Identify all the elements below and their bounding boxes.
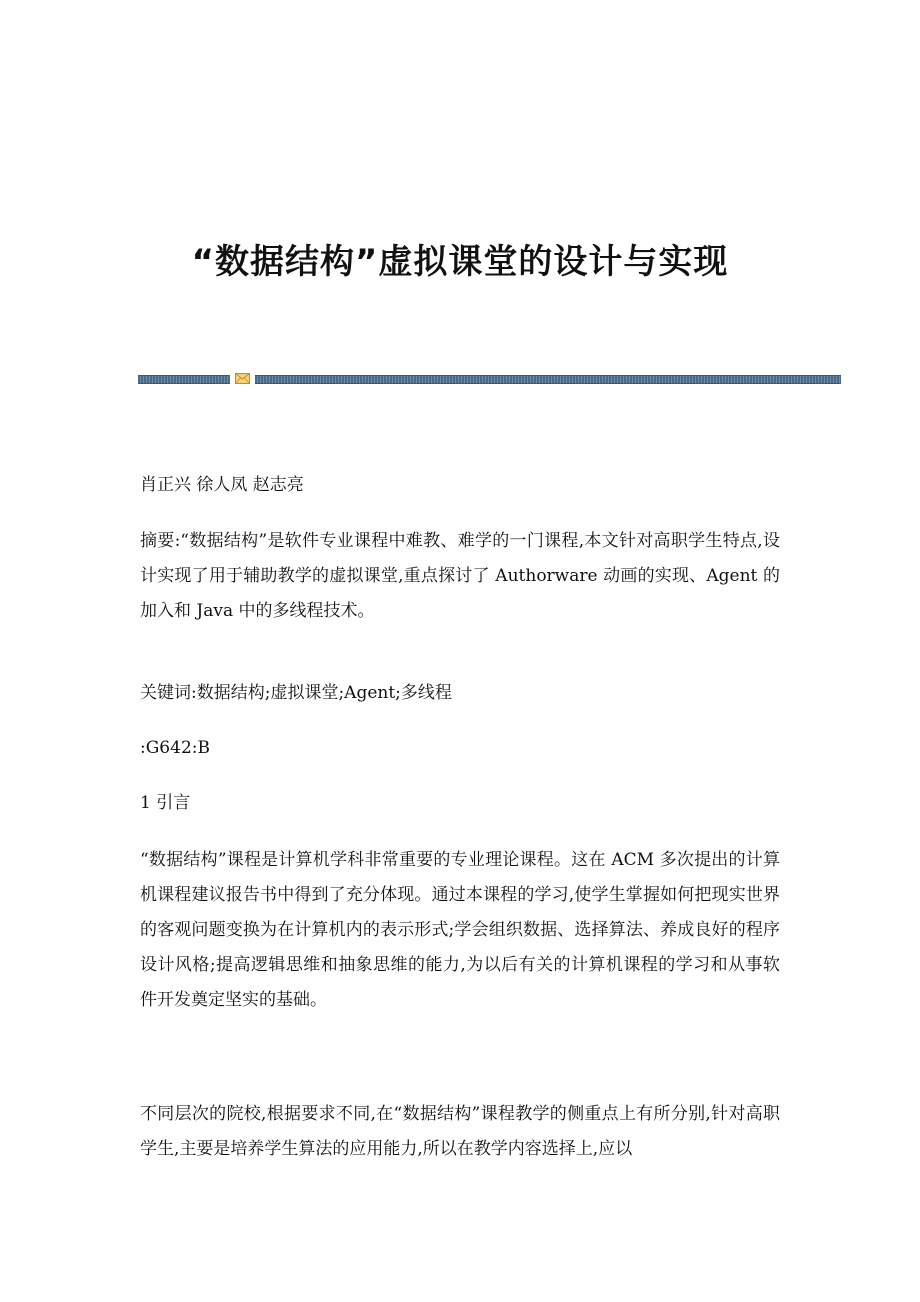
- body-paragraph: “数据结构”课程是计算机学科非常重要的专业理论课程。这在 ACM 多次提出的计算机课程建议报告书中得到了充分体现。通过本课程的学习,使学生掌握如何把现实世界的客观问题变换为在计算机内的表示形式;学会组织数据、选择算法、养成良好的程序设计风格;提高逻辑思维和抽象思维的能力,为以后有关的计算机课程的学习和从事软件开发奠定坚实的基础。: [140, 850, 780, 1010]
- divider-bar-left: [138, 375, 230, 384]
- divider-bar-right: [255, 375, 841, 384]
- authors: 肖正兴 徐人凤 赵志亮: [140, 475, 304, 495]
- title-divider: [138, 372, 841, 386]
- document-title: “数据结构”虚拟课堂的设计与实现: [191, 241, 729, 282]
- keywords: 关键词:数据结构;虚拟课堂;Agent;多线程: [140, 683, 452, 703]
- section-heading: 1 引言: [140, 793, 191, 813]
- classification-number: :G642:B: [140, 738, 210, 758]
- abstract: 摘要:“数据结构”是软件专业课程中难教、难学的一门课程,本文针对高职学生特点,设计实现了用于辅助教学的虚拟课堂,重点探讨了 Authorware 动画的实现、Agent 的加入和 Java 中的多线程技术。: [140, 531, 780, 621]
- body-paragraph: 不同层次的院校,根据要求不同,在“数据结构”课程教学的侧重点上有所分别,针对高职学生,主要是培养学生算法的应用能力,所以在教学内容选择上,应以: [140, 1104, 780, 1159]
- envelope-icon: [235, 372, 250, 385]
